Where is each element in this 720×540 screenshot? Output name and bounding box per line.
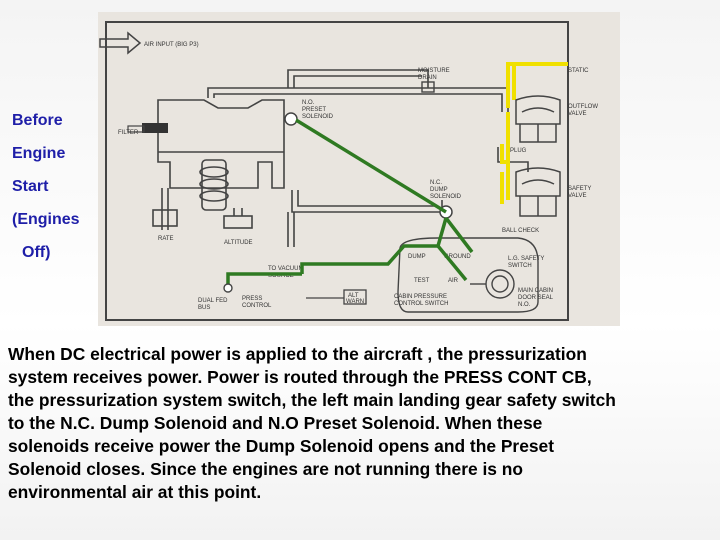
lg-safety-switch-label: L.G. SAFETY SWITCH [508,256,545,269]
main-cabin-door-seal-label: MAIN CABIN DOOR SEAL N.O. [518,288,554,308]
test-label: TEST [414,278,430,284]
side-label-line: Before [12,112,63,129]
static-label: STATIC [568,68,589,74]
preset-solenoid-label: N.O. PRESET SOLENOID [302,100,334,120]
outflow-valve [516,96,560,142]
description-line: Solenoid closes. Since the engines are not running there is no [8,459,524,479]
moisture-drain-label: MOISTURE DRAIN [418,68,450,81]
pressure-controller [153,100,284,230]
description-line: the pressurization system switch, the left main landing gear safety switch [8,390,616,410]
altitude-label: ALTITUDE [224,240,253,246]
pneumatic-lines [208,70,528,247]
side-label-line: (Engines [12,211,80,228]
dual-fed-bus [224,284,232,292]
side-label-line: Off) [22,244,51,261]
pressurization-schematic [98,12,620,326]
air-label: AIR [448,278,459,284]
plug-label: PLUG [510,148,527,154]
ball-check-label: BALL CHECK [502,228,540,234]
to-vacuum-source-label: TO VACUUM SOURCE [268,266,304,279]
ground-label: GROUND [444,254,471,260]
schematic-frame [106,22,568,320]
alt-warn-label: ALT WARN [346,293,365,305]
dump-solenoid-label: N.C. DUMP SOLENOID [430,180,462,200]
description-line: environmental air at this point. [8,482,262,502]
outflow-valve-label: OUTFLOW VALVE [568,104,598,117]
electrical-wiring [228,120,472,288]
description-line: to the N.C. Dump Solenoid and N.O Preset Solenoid. When these [8,413,543,433]
cabin-pressure-control-switch-label: CABIN PRESSURE CONTROL SWITCH [394,294,449,307]
dump-label: DUMP [408,254,426,260]
press-control-label: PRESS CONTROL [242,296,272,309]
description-line: When DC electrical power is applied to the aircraft , the pressurization [8,344,587,364]
rate-label: RATE [158,236,174,242]
safety-valve-label: SAFETY VALVE [568,186,592,199]
description-line: solenoids receive power the Dump Solenoid opens and the Preset [8,436,554,456]
description-text [8,343,712,504]
side-label-line: Engine [12,145,66,162]
preset-solenoid [285,113,297,125]
side-label [12,104,102,269]
air-input-label: AIR INPUT (BIG P3) [144,42,199,48]
dual-fed-bus-label: DUAL FED BUS [198,298,228,311]
static-line [502,64,568,204]
schematic-svg [98,12,620,326]
filter-label: FILTER [118,130,139,136]
side-label-line: Start [12,178,49,195]
safety-valve [516,168,560,216]
description-line: system receives power. Power is routed through the PRESS CONT CB, [8,367,592,387]
